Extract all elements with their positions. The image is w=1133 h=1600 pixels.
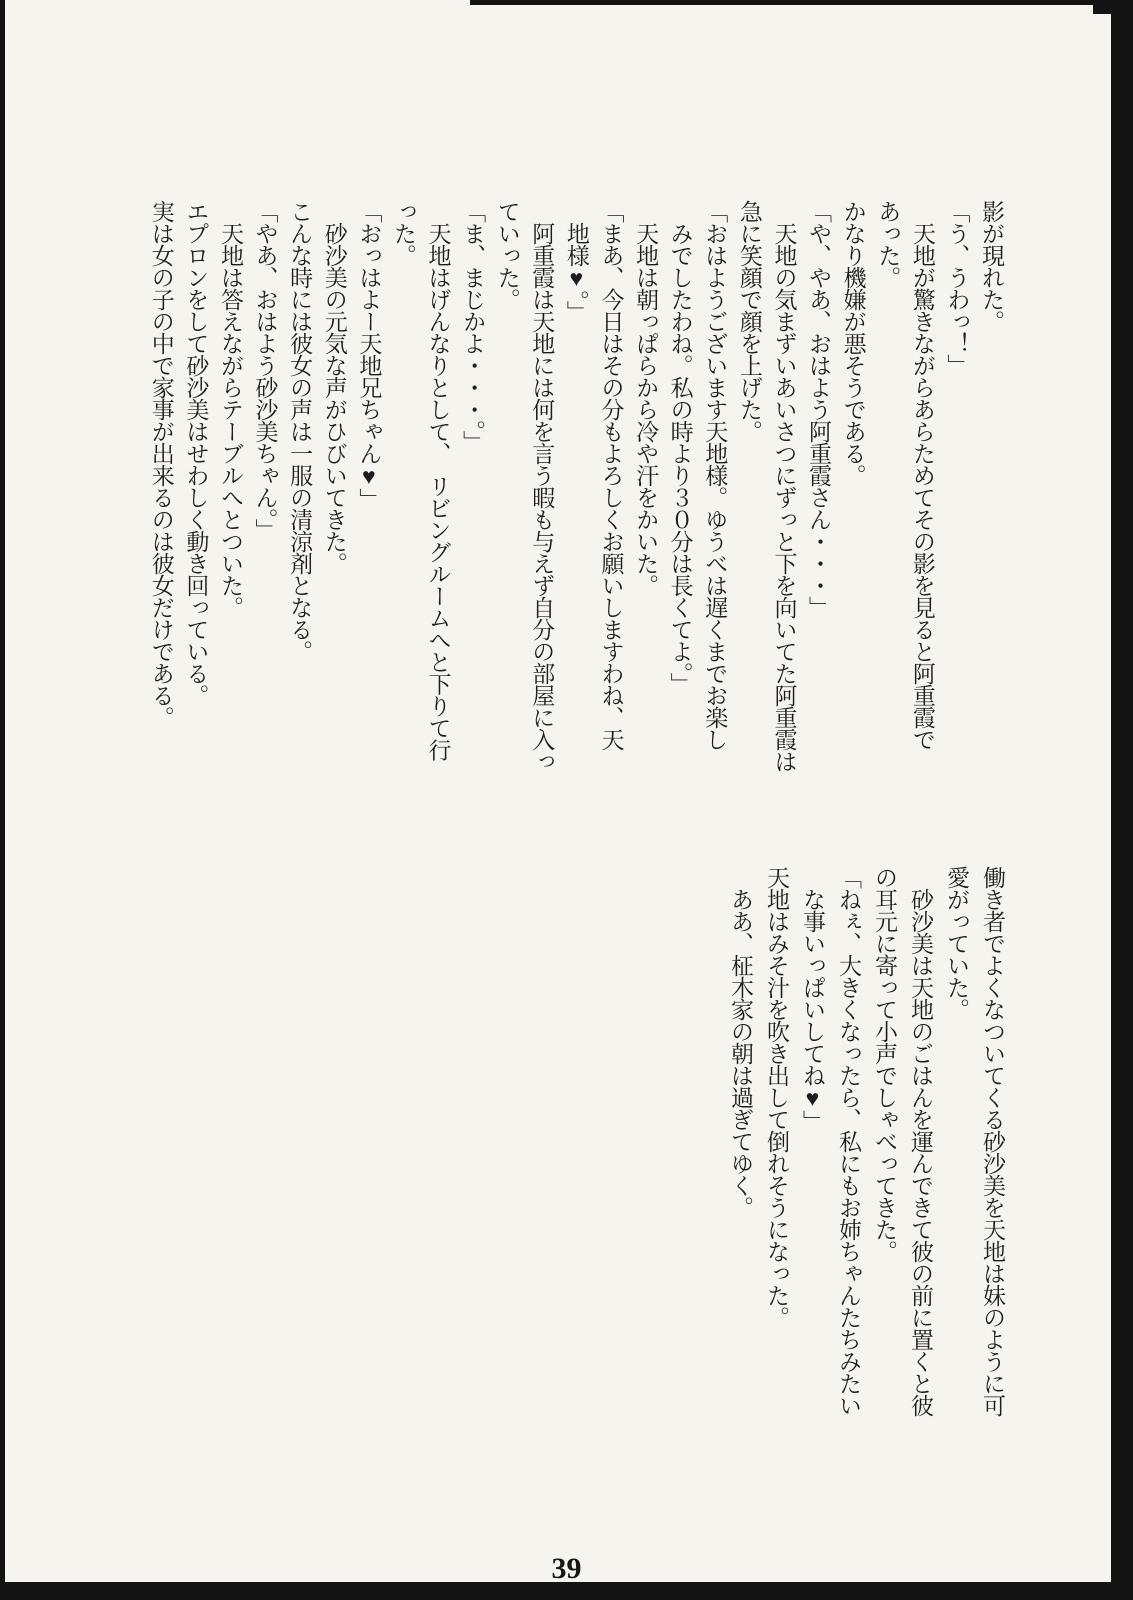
story-line: 働き者でよくなついてくる砂沙美を天地は妹のように可 [980,866,1005,1416]
page-number: 39 [551,1552,582,1585]
story-line: の耳元に寄って小声でしゃべってきた。 [872,866,897,1262]
story-line: 砂沙美の元気な声がひびいてきた。 [321,222,347,574]
story-line: 天地はみそ汁を吹き出して倒れそうになった。 [764,866,789,1328]
story-line: エプロンをして砂沙美はせわしく動き回っている。 [183,200,209,706]
story-line: 「おっはよー天地兄ちゃん♥」 [356,200,382,510]
story-line: 「おはようございます天地様。ゆうべは遅くまでお楽し [702,200,728,750]
story-line: 阿重霞は天地には何を言う暇も与えず自分の部屋に入っ [529,222,555,772]
story-line: 天地が驚きながらあらためてその影を見ると阿重霞で [909,222,935,750]
story-line: 天地は朝っぱらから冷や汗をかいた。 [633,222,659,596]
story-line: 天地の気まずいあいさつにずっと下を向いてた阿重霞は [771,222,797,772]
story-line: ていった。 [494,200,520,310]
story-text-upper [143,200,1008,850]
story-text-lower [722,866,1010,1506]
story-line: 影が現れた。 [979,200,1004,332]
story-line: 「やあ、おはよう砂沙美ちゃん。」 [252,200,278,541]
scan-edge-right-wedge [1093,0,1115,14]
story-line: 実は女の子の中で家事が出来るのは彼女だけである。 [148,200,174,728]
story-line: 「う、うわっ！」 [944,200,970,376]
story-line: 天地は答えながらテーブルへとついた。 [217,222,243,618]
scan-edge-right [1111,0,1133,1600]
story-line: みでしたわね。私の時より３０分は長くてよ。」 [667,222,693,695]
scan-edge-left [0,0,5,1600]
story-line: ああ、柾木家の朝は過ぎてゆく。 [728,888,753,1218]
story-line: 天地はげんなりとして、 リビングルームへと下りて行 [425,222,451,761]
scan-edge-top [470,0,1133,5]
story-line: 「ま、まじかよ・・・。」 [460,200,486,453]
story-line: 砂沙美は天地のごはんを運んできて彼の前に置くと彼 [908,888,933,1416]
story-line: かなり機嫌が悪そうである。 [840,200,866,486]
story-line: 「まあ、今日はその分もよろしくお願いしますわね、天 [598,200,624,750]
story-line: こんな時には彼女の声は一服の清涼剤となる。 [287,200,313,662]
story-line: 急に笑顔で顔を上げた。 [736,200,762,442]
story-line: 「ねぇ、大きくなったら、私にもお姉ちゃんたちみたい [836,866,861,1416]
story-line: 地様♥。」 [563,222,589,323]
story-line: な事いっぱいしてね♥」 [800,888,825,1132]
story-line: 「や、やあ、おはよう阿重霞さん・・・」 [806,200,832,618]
story-line: あった。 [875,200,901,288]
story-line: 愛がっていた。 [944,866,969,1020]
story-line: った。 [390,200,416,266]
